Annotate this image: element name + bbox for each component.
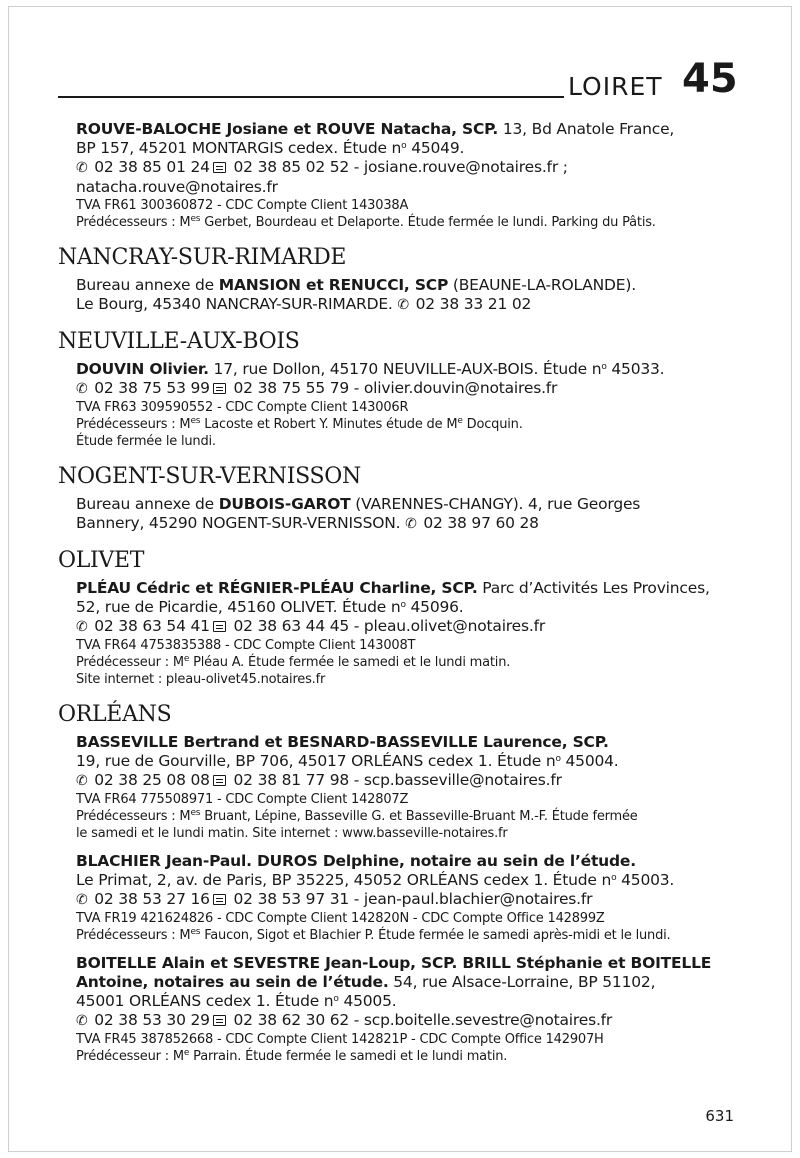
annex-parent: (VARENNES-CHANGY). 4, rue Georges <box>350 495 641 513</box>
address-line: 45001 ORLÉANS cedex 1. Étude n <box>76 992 334 1010</box>
superscript: o <box>601 362 607 372</box>
fax-email: 02 38 85 02 52 - josiane.rouve@notaires.fr ; <box>228 158 568 176</box>
fax-icon <box>213 621 226 632</box>
predecessors-label: Prédécesseurs : M <box>76 417 191 432</box>
phone-number: 02 38 53 27 16 <box>89 890 210 908</box>
fax-icon <box>213 383 226 394</box>
address: 54, rue Alsace-Lorraine, BP 51102, <box>388 973 656 991</box>
study-number: 45033. <box>606 360 665 378</box>
address: 13, Bd Anatole France, <box>498 120 675 138</box>
address: Parc d’Activités Les Provinces, <box>477 579 710 597</box>
phone-icon: ✆ <box>76 160 88 176</box>
superscript: e <box>183 654 190 664</box>
phone-icon: ✆ <box>397 297 409 313</box>
phone-icon: ✆ <box>76 1013 88 1029</box>
predecessors-text: Docquin. <box>462 417 523 432</box>
phone-number: 02 38 97 60 28 <box>418 514 539 532</box>
tva-line: TVA FR45 387852668 - CDC Compte Client 142821P - CDC Compte Office 142907H <box>76 1032 604 1047</box>
fax-icon <box>213 775 226 786</box>
predecessors-label: Prédécesseurs : M <box>76 928 191 943</box>
page-number: 631 <box>705 1107 734 1125</box>
tva-line: TVA FR64 775508971 - CDC Compte Client 142807Z <box>76 792 409 807</box>
annex-parent: (BEAUNE-LA-ROLANDE). <box>448 276 636 294</box>
fax-icon <box>213 162 226 173</box>
city-heading: ORLÉANS <box>58 702 172 727</box>
address-line: BP 157, 45201 MONTARGIS cedex. Étude n <box>76 139 402 157</box>
tva-line: TVA FR63 309590552 - CDC Compte Client 143006R <box>76 400 409 415</box>
notary-name: DOUVIN Olivier. <box>76 360 209 378</box>
superscript: es <box>190 808 201 818</box>
city-heading: OLIVET <box>58 548 145 573</box>
annex-entry-nogent <box>58 495 738 534</box>
predecessors-text: Bruant, Lépine, Basseville G. et Basseville-Bruant M.-F. Étude fermée <box>200 809 638 824</box>
city-heading: NANCRAY-SUR-RIMARDE <box>58 245 347 270</box>
predecessors-label: Prédécesseur : M <box>76 655 184 670</box>
tva-line: TVA FR64 4753835388 - CDC Compte Client 143008T <box>76 638 416 653</box>
address-line: Bannery, 45290 NOGENT-SUR-VERNISSON. <box>76 514 401 532</box>
predecessors-label: Prédécesseurs : M <box>76 215 191 230</box>
header-rule <box>58 96 564 98</box>
notary-entry-pleau <box>58 579 738 688</box>
fax-email: 02 38 53 97 31 - jean-paul.blachier@notaires.fr <box>228 890 593 908</box>
annex-label: Bureau annexe de <box>76 495 219 513</box>
phone-icon: ✆ <box>76 892 88 908</box>
phone-icon: ✆ <box>76 619 88 635</box>
page-header <box>58 58 738 102</box>
phone-number: 02 38 85 01 24 <box>89 158 210 176</box>
fax-email: 02 38 75 55 79 - olivier.douvin@notaires.fr <box>228 379 558 397</box>
closing-info: Étude fermée le lundi. <box>76 434 216 449</box>
annex-label: Bureau annexe de <box>76 276 219 294</box>
tva-line: TVA FR19 421624826 - CDC Compte Client 142820N - CDC Compte Office 142899Z <box>76 911 605 926</box>
address-line: 52, rue de Picardie, 45160 OLIVET. Étude n <box>76 598 401 616</box>
department-number: 45 <box>682 56 738 102</box>
address-line: Le Bourg, 45340 NANCRAY-SUR-RIMARDE. <box>76 295 393 313</box>
study-number: 45049. <box>406 139 465 157</box>
fax-email: 02 38 81 77 98 - scp.basseville@notaires.fr <box>228 771 562 789</box>
address-line: 19, rue de Gourville, BP 706, 45017 ORLÉANS cedex 1. Étude n <box>76 752 556 770</box>
notary-name: BASSEVILLE Bertrand et BESNARD-BASSEVILLE Laurence, SCP. <box>76 733 609 751</box>
superscript: es <box>190 927 201 937</box>
predecessors-label: Prédécesseur : M <box>76 1049 184 1064</box>
superscript: e <box>183 1048 190 1058</box>
annex-entry-nancray <box>58 276 738 315</box>
website: Site internet : pleau-olivet45.notaires.fr <box>76 672 326 687</box>
phone-icon: ✆ <box>405 516 417 532</box>
superscript: es <box>190 416 201 426</box>
predecessors-text: Lacoste et Robert Y. Minutes étude de M <box>200 417 458 432</box>
predecessors-text: Pléau A. Étude fermée le samedi et le lundi matin. <box>189 655 511 670</box>
study-number: 45005. <box>338 992 397 1010</box>
notary-name: ROUVE-BALOCHE Josiane et ROUVE Natacha, SCP. <box>76 120 499 138</box>
city-heading: NOGENT-SUR-VERNISSON <box>58 464 361 489</box>
phone-number: 02 38 33 21 02 <box>410 295 532 313</box>
notary-name: BLACHIER Jean-Paul. DUROS Delphine, notaire au sein de l’étude. <box>76 852 636 870</box>
study-number: 45096. <box>405 598 464 616</box>
phone-icon: ✆ <box>76 773 88 789</box>
superscript: o <box>401 141 407 151</box>
phone-number: 02 38 75 53 99 <box>89 379 210 397</box>
notary-name: Antoine, notaires au sein de l’étude. <box>76 973 389 991</box>
address: 17, rue Dollon, 45170 NEUVILLE-AUX-BOIS. Étude n <box>208 360 602 378</box>
predecessors-text: Parrain. Étude fermée le samedi et le lundi matin. <box>189 1049 508 1064</box>
superscript: o <box>333 994 339 1004</box>
study-number: 45003. <box>616 871 675 889</box>
superscript: o <box>400 600 406 610</box>
study-number: 45004. <box>560 752 619 770</box>
city-heading: NEUVILLE-AUX-BOIS <box>58 329 300 354</box>
email: natacha.rouve@notaires.fr <box>76 178 278 196</box>
superscript: e <box>457 416 463 426</box>
department-name: LOIRET <box>568 72 663 101</box>
notary-name: DUBOIS-GAROT <box>218 495 351 513</box>
notary-entry-blachier <box>58 852 738 944</box>
predecessors-text: le samedi et le lundi matin. Site internet : www.basseville-notaires.fr <box>76 826 508 841</box>
notary-entry-douvin <box>58 360 738 450</box>
predecessors-text: Gerbet, Bourdeau et Delaporte. Étude fermée le lundi. Parking du Pâtis. <box>200 215 656 230</box>
tva-line: TVA FR61 300360872 - CDC Compte Client 143038A <box>76 198 409 213</box>
predecessors-text: Faucon, Sigot et Blachier P. Étude fermée le samedi après-midi et le lundi. <box>200 928 671 943</box>
fax-email: 02 38 63 44 45 - pleau.olivet@notaires.fr <box>228 617 545 635</box>
fax-email: 02 38 62 30 62 - scp.boitelle.sevestre@notaires.fr <box>228 1011 613 1029</box>
notary-name: BOITELLE Alain et SEVESTRE Jean-Loup, SCP. BRILL Stéphanie et BOITELLE <box>76 954 712 972</box>
phone-number: 02 38 25 08 08 <box>89 771 210 789</box>
superscript: es <box>190 214 201 224</box>
notary-entry-basseville <box>58 733 738 842</box>
notary-entry-rouve <box>58 120 738 231</box>
notary-entry-boitelle <box>58 954 738 1065</box>
phone-icon: ✆ <box>76 381 88 397</box>
phone-number: 02 38 63 54 41 <box>89 617 210 635</box>
notary-name: PLÉAU Cédric et RÉGNIER-PLÉAU Charline, SCP. <box>76 579 478 597</box>
fax-icon <box>213 894 226 905</box>
fax-icon <box>213 1015 226 1026</box>
address-line: Le Primat, 2, av. de Paris, BP 35225, 45052 ORLÉANS cedex 1. Étude n <box>76 871 612 889</box>
phone-number: 02 38 53 30 29 <box>89 1011 210 1029</box>
listing-content <box>58 120 738 1069</box>
superscript: o <box>555 754 561 764</box>
predecessors-label: Prédécesseurs : M <box>76 809 191 824</box>
notary-name: MANSION et RENUCCI, SCP <box>218 276 449 294</box>
superscript: o <box>611 873 617 883</box>
